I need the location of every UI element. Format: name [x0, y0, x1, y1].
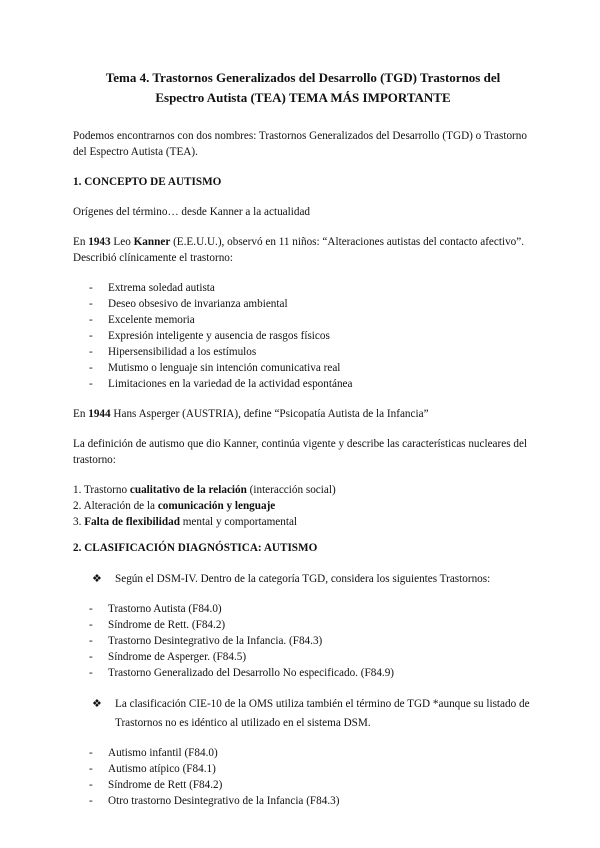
- list-item: - Síndrome de Asperger. (F84.5): [89, 651, 247, 663]
- list-item: - Trastorno Generalizado del Desarrollo No especificado. (F84.9): [89, 667, 395, 679]
- definition-paragraph: La definición de autismo que dio Kanner, continúa vigente y describe las características nucleares del trastorno:: [73, 438, 528, 466]
- kanner-features-list: [73, 280, 533, 392]
- title-line-1: Tema 4. Trastornos Generalizados del Desarrollo (TGD) Trastornos del: [105, 70, 501, 85]
- intro-paragraph: Podemos encontrarnos con dos nombres: Trastornos Generalizados del Desarrollo (TGD) o Trastorno del Espectro Autista (TEA).: [73, 130, 527, 158]
- list-item: - Mutismo o lenguaje sin intención comunicativa real: [89, 362, 341, 374]
- section-2-heading: 2. CLASIFICACIÓN DIAGNÓSTICA: AUTISMO: [73, 542, 318, 554]
- asperger-paragraph: En 1944 Hans Asperger (AUSTRIA), define “Psicopatía Autista de la Infancia”: [73, 408, 429, 420]
- title-line-2: Espectro Autista (TEA) TEMA MÁS IMPORTANTE: [155, 90, 451, 105]
- section-1-heading: 1. CONCEPTO DE AUTISMO: [73, 176, 222, 188]
- list-item: - Limitaciones en la variedad de la actividad espontánea: [89, 378, 353, 390]
- diamond-bullet-icon: ❖: [92, 573, 102, 585]
- list-item: - Hipersensibilidad a los estímulos: [89, 346, 257, 358]
- list-item: - Autismo atípico (F84.1): [89, 763, 216, 775]
- list-item: - Deseo obsesivo de invarianza ambiental: [89, 298, 288, 310]
- kanner-paragraph: En 1943 Leo Kanner (E.E.U.U.), observó en 11 niños: “Alteraciones autistas del contacto afectivo”. Describió clínicamente el trastorno:: [73, 236, 525, 264]
- core-features-list: [73, 482, 533, 530]
- document-title: [73, 68, 533, 108]
- list-item: - Síndrome de Rett (F84.2): [89, 779, 223, 791]
- diamond-bullet-icon: ❖: [92, 698, 102, 710]
- list-item: - Otro trastorno Desintegrativo de la Infancia (F84.3): [89, 795, 340, 807]
- list-item: - Expresión inteligente y ausencia de rasgos físicos: [89, 330, 330, 342]
- dsm-intro: ❖ Según el DSM-IV. Dentro de la categoría TGD, considera los siguientes Trastornos:: [73, 570, 533, 589]
- list-item: - Extrema soledad autista: [89, 282, 215, 294]
- core-item-2: 2. Alteración de la comunicación y lenguaje: [73, 500, 276, 512]
- list-item: - Síndrome de Rett. (F84.2): [89, 619, 226, 631]
- core-item-1: 1. Trastorno cualitativo de la relación (interacción social): [73, 484, 336, 496]
- list-item: - Trastorno Autista (F84.0): [89, 603, 222, 615]
- list-item: - Autismo infantil (F84.0): [89, 747, 218, 759]
- core-item-3: 3. Falta de flexibilidad mental y comportamental: [73, 516, 298, 528]
- dsm-list: [73, 601, 533, 681]
- origins-paragraph: Orígenes del término… desde Kanner a la actualidad: [73, 206, 311, 218]
- cie-list: [73, 745, 533, 809]
- cie-intro: ❖ La clasificación CIE-10 de la OMS utiliza también el término de TGD *aunque su listado de Trastornos no es idéntico al utilizado en el sistema DSM.: [73, 695, 533, 733]
- list-item: - Excelente memoria: [89, 314, 195, 326]
- list-item: - Trastorno Desintegrativo de la Infancia. (F84.3): [89, 635, 323, 647]
- document-page: [73, 68, 533, 823]
